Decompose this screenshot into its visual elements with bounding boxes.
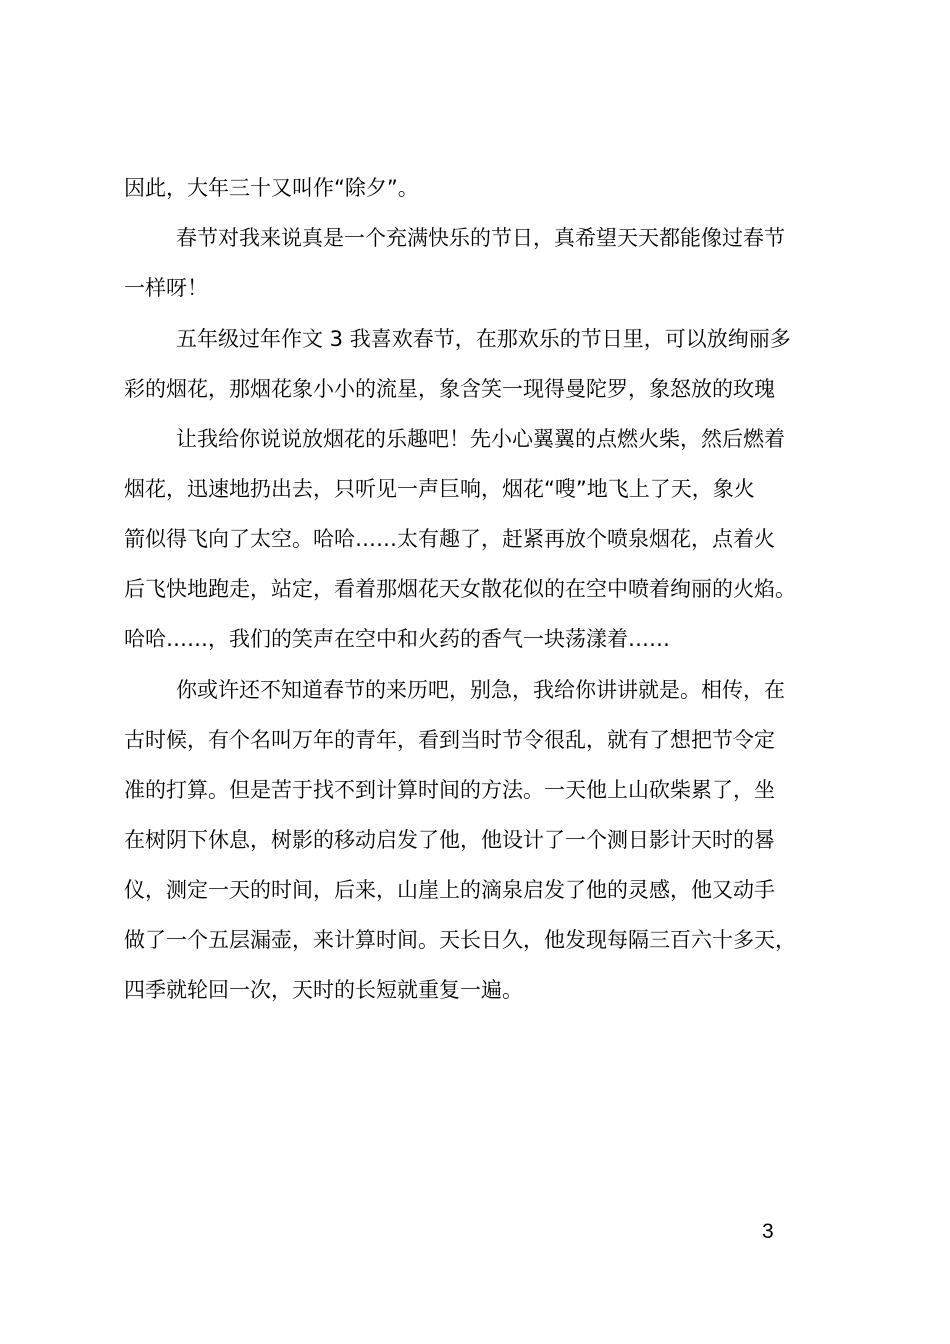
- text-line: 五年级过年作文 3 我喜欢春节，在那欢乐的节日里，可以放绚丽多: [176, 327, 791, 351]
- text-line: 四季就轮回一次，天时的长短就重复一遍。: [124, 978, 523, 1002]
- text-line: 准的打算。但是苦于找不到计算时间的方法。一天他上山砍柴累了，坐: [124, 778, 775, 802]
- text-line: 仪，测定一天的时间，后来，山崖上的滴泉启发了他的灵感，他又动手: [124, 878, 775, 902]
- text-line: 你或许还不知道春节的来历吧，别急，我给你讲讲就是。相传，在: [176, 678, 785, 702]
- text-line: 春节对我来说真是一个充满快乐的节日，真希望天天都能像过春节: [176, 226, 785, 250]
- text-line: 让我给你说说放烟花的乐趣吧！先小心翼翼的点燃火柴，然后燃着: [176, 427, 785, 451]
- text-line: 在树阴下休息，树影的移动启发了他，他设计了一个测日影计天时的晷: [124, 828, 775, 852]
- text-line: 因此，大年三十又叫作“除夕”。: [124, 176, 419, 200]
- text-line: 后飞快地跑走，站定，看着那烟花天女散花似的在空中喷着绚丽的火焰。: [124, 577, 796, 601]
- text-line: 箭似得飞向了太空。哈哈……太有趣了，赶紧再放个喷泉烟花，点着火: [124, 527, 775, 551]
- text-line: 烟花，迅速地扔出去，只听见一声巨响，烟花“嗖”地飞上了天，象火: [124, 477, 755, 501]
- text-line: 做了一个五层漏壶，来计算时间。天长日久，他发现每隔三百六十多天，: [124, 928, 796, 952]
- text-line: 一样呀！: [124, 276, 208, 300]
- text-line: 古时候，有个名叫万年的青年，看到当时节令很乱，就有了想把节令定: [124, 728, 775, 752]
- text-line: 彩的烟花，那烟花象小小的流星，象含笑一现得曼陀罗，象怒放的玫瑰: [124, 377, 775, 401]
- page-number: 3: [762, 1220, 774, 1243]
- text-line: 哈哈……，我们的笑声在空中和火药的香气一块荡漾着……: [124, 627, 670, 651]
